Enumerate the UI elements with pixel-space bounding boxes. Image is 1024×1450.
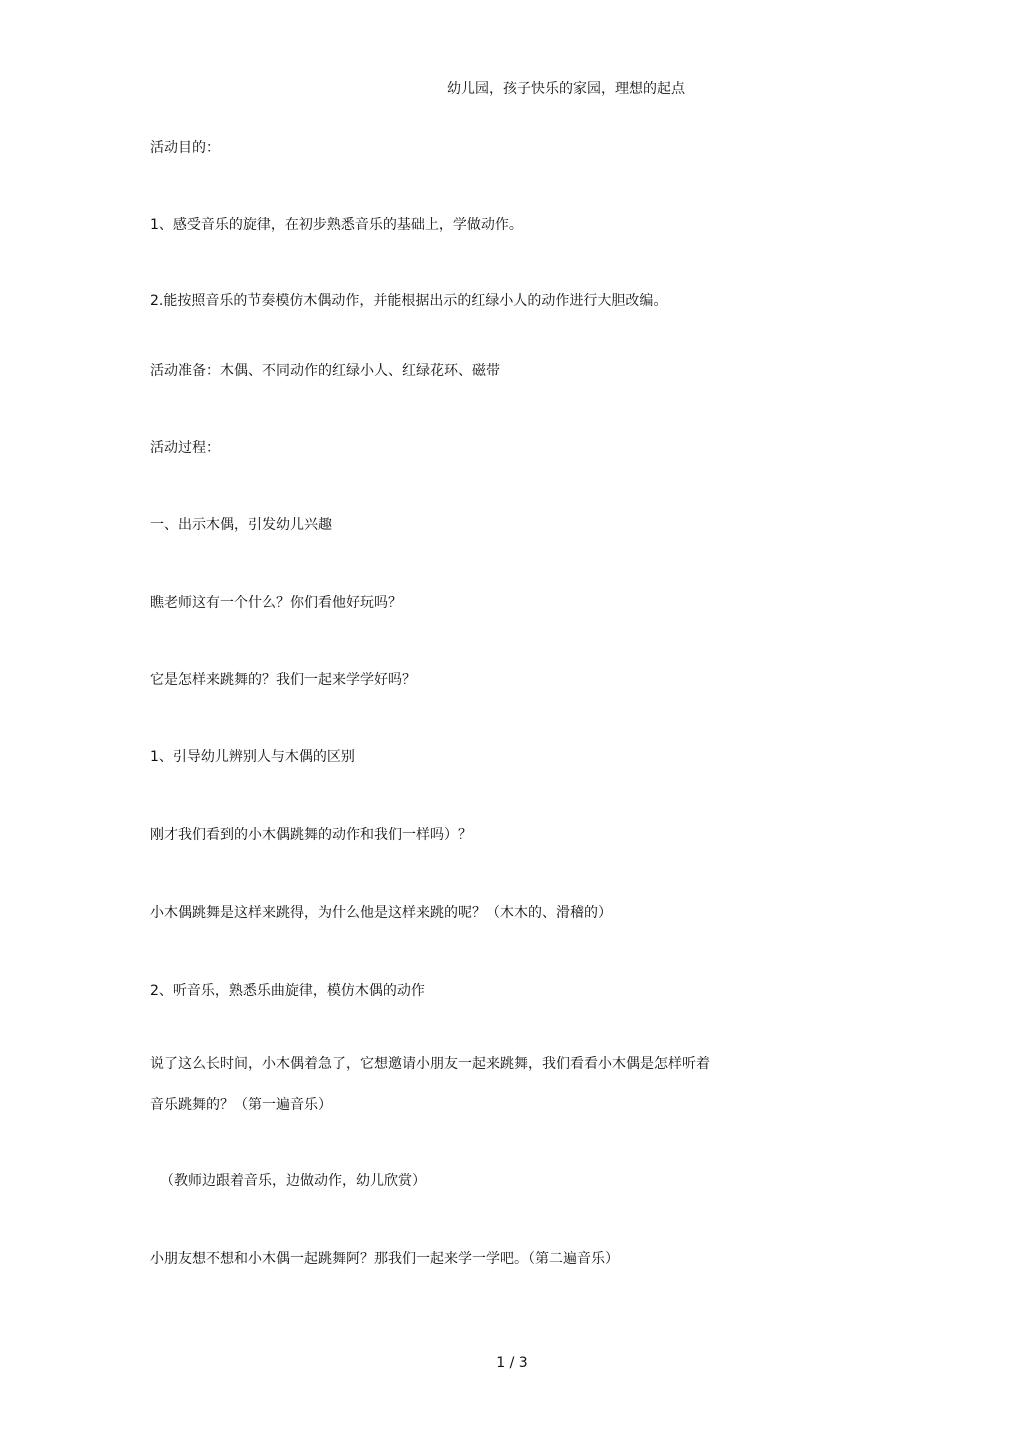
sub-step-1-heading: 1、引导幼儿辨别人与木偶的区别: [150, 749, 355, 765]
page-number: 1 / 3: [496, 1355, 528, 1371]
goal-item-2: 2.能按照音乐的节奏模仿木偶动作，并能根据出示的红绿小人的动作进行大胆改编。: [150, 293, 668, 309]
section-heading-process: 活动过程：: [150, 440, 220, 456]
preparation-line: 活动准备：木偶、不同动作的红绿小人、红绿花环、磁带: [150, 363, 500, 379]
paragraph-line: （教师边跟着音乐，边做动作，幼儿欣赏）: [160, 1173, 426, 1189]
page-header: 幼儿园，孩子快乐的家园，理想的起点: [447, 81, 685, 97]
paragraph-line: 它是怎样来跳舞的？我们一起来学学好吗？: [150, 672, 416, 688]
sub-step-2-heading: 2、听音乐，熟悉乐曲旋律，模仿木偶的动作: [150, 983, 425, 999]
paragraph-line: 音乐跳舞的？（第一遍音乐）: [150, 1097, 332, 1113]
process-step-1-heading: 一、出示木偶，引发幼儿兴趣: [150, 517, 332, 533]
paragraph-line: 瞧老师这有一个什么？你们看他好玩吗？: [150, 595, 402, 611]
section-heading-goals: 活动目的：: [150, 140, 220, 156]
paragraph-line: 小朋友想不想和小木偶一起跳舞阿？那我们一起来学一学吧。（第二遍音乐）: [150, 1251, 619, 1267]
paragraph-line: 小木偶跳舞是这样来跳得，为什么他是这样来跳的呢？（木木的、滑稽的）: [150, 905, 612, 921]
paragraph-line: 刚才我们看到的小木偶跳舞的动作和我们一样吗）？: [150, 827, 472, 843]
paragraph-line: 说了这么长时间，小木偶着急了，它想邀请小朋友一起来跳舞，我们看看小木偶是怎样听着: [150, 1056, 710, 1072]
goal-item-1: 1、感受音乐的旋律，在初步熟悉音乐的基础上，学做动作。: [150, 217, 523, 233]
